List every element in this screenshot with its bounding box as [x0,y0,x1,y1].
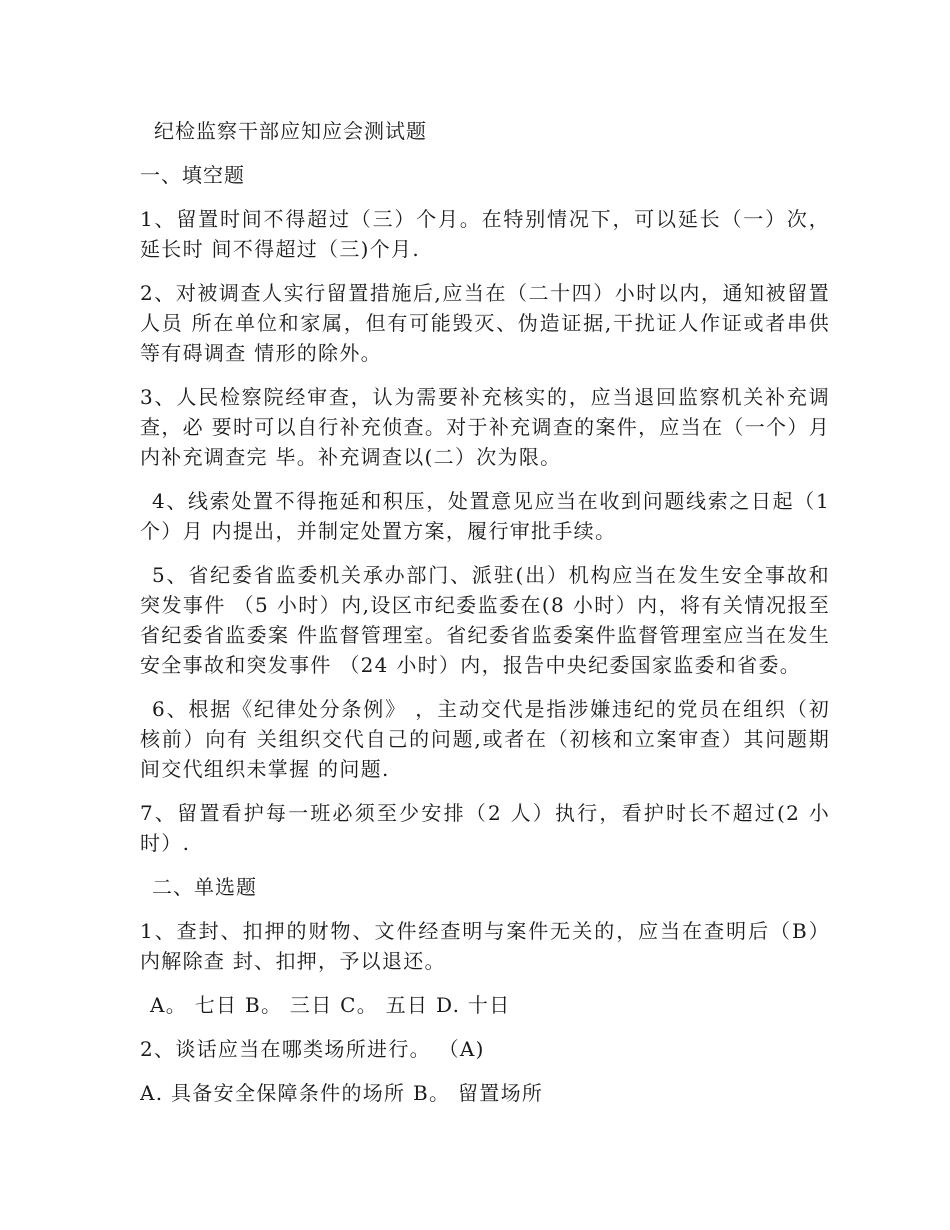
question-choice-1: 1、查封、扣押的财物、文件经查明与案件无关的，应当在查明后（B）内解除查 封、扣押，予以退还。 [140,919,830,973]
section-heading-fill-in: 一、填空题 [140,163,245,187]
question-fill-5: 5、省纪委省监委机关承办部门、派驻(出）机构应当在发生安全事故和突发事件 （5 小时）内,设区市纪委监委在(8 小时）内，将有关情况报至省纪委省监委案 件监督管理室。省纪委省监委案件监督管理室应当在发生安全事故和突发事件 （24 小时）内，报告中央纪委国家监委和省委。 [140,563,830,677]
question-fill-2: 2、对被调查人实行留置措施后,应当在（二十四）小时以内，通知被留置人员 所在单位和家属，但有可能毁灭、伪造证据,干扰证人作证或者串供等有碍调查 情形的除外。 [140,281,830,365]
question-choice-1-options: A。 七日 B。 三日 C。 五日 D. 十日 [150,993,511,1017]
question-fill-6: 6、根据《纪律处分条例》 ，主动交代是指涉嫌违纪的党员在组织（初核前）向有 关组织交代自己的问题,或者在（初核和立案审查）其问题期间交代组织未掌握 的问题. [140,697,830,781]
section-heading-single-choice: 二、单选题 [152,875,257,899]
document-title: 纪检监察干部应知应会测试题 [154,119,427,143]
question-fill-4: 4、线索处置不得拖延和积压，处置意见应当在收到问题线索之日起（1 个）月 内提出，并制定处置方案，履行审批手续。 [140,489,830,543]
question-fill-7: 7、留置看护每一班必须至少安排（2 人）执行，看护时长不超过(2 小时）. [140,801,830,855]
question-choice-2: 2、谈话应当在哪类场所进行。 （A) [140,1037,485,1061]
question-choice-2-options: A. 具备安全保障条件的场所 B。 留置场所 [140,1081,544,1105]
question-fill-3: 3、人民检察院经审查，认为需要补充核实的，应当退回监察机关补充调查，必 要时可以自行补充侦查。对于补充调查的案件，应当在（一个）月内补充调查完 毕。补充调查以(二）次为限。 [140,385,830,469]
question-fill-1: 1、留置时间不得超过（三）个月。在特别情况下，可以延长（一）次，延长时 间不得超过（三)个月. [140,207,830,261]
